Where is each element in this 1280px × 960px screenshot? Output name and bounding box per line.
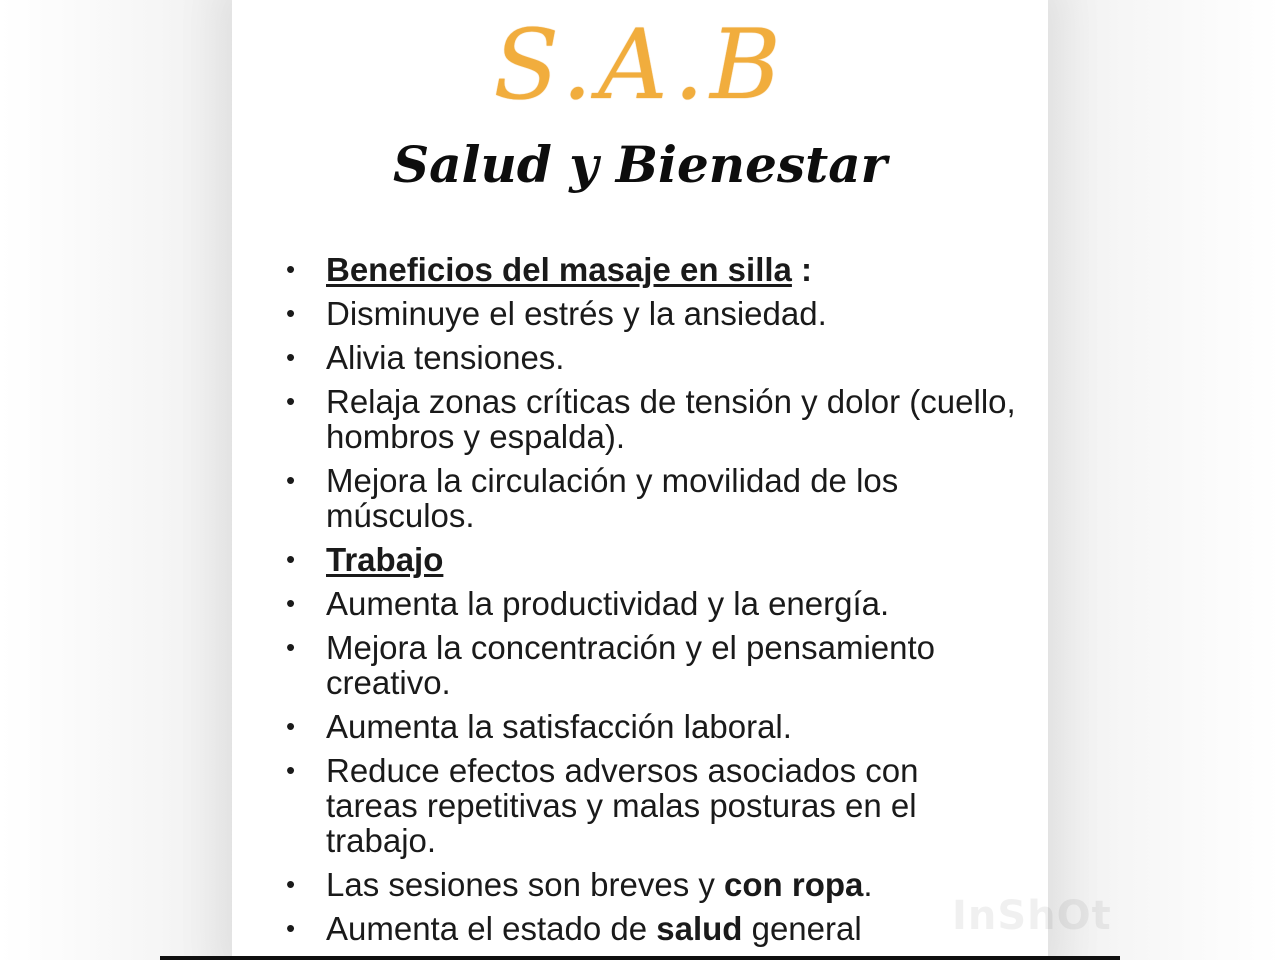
list-item xyxy=(276,463,1016,533)
list-item xyxy=(276,911,1016,946)
bottom-border xyxy=(160,956,1120,960)
item-text-tail: . xyxy=(863,866,873,903)
item-text: Relaja zonas críticas de tensión y dolor (cuello, hombros y espalda). xyxy=(326,383,1016,455)
item-text: Mejora la concentración y el pensamiento creativo. xyxy=(326,629,936,701)
list-item xyxy=(276,542,1016,577)
item-text: Aumenta la productividad y la energía. xyxy=(326,585,890,622)
bullet-icon: • xyxy=(286,711,296,741)
bullet-icon: • xyxy=(286,544,296,574)
list-item xyxy=(276,753,1016,858)
item-text: Las sesiones son breves y xyxy=(326,866,725,903)
list-item xyxy=(276,340,1016,375)
brand-subtitle: Salud y Bienestar xyxy=(393,135,887,194)
item-text: Aumenta el estado de xyxy=(326,910,657,947)
list-item xyxy=(276,709,1016,744)
bullet-icon: • xyxy=(286,755,296,785)
bullet-icon: • xyxy=(286,632,296,662)
brand-logo: S.A.B xyxy=(493,9,787,121)
item-text: Aumenta la satisfacción laboral. xyxy=(326,708,792,745)
item-text: Alivia tensiones. xyxy=(326,339,565,376)
item-text: Mejora la circulación y movilidad de los músculos. xyxy=(326,462,899,534)
item-text-tail: : xyxy=(791,251,813,288)
bullet-icon: • xyxy=(286,386,296,416)
item-text: Disminuye el estrés y la ansiedad. xyxy=(326,295,827,332)
app-watermark: InShOt xyxy=(952,893,1112,939)
list-item xyxy=(276,867,1016,902)
list-item xyxy=(276,630,1016,700)
item-emphasis: salud xyxy=(656,910,743,947)
section-heading: Trabajo xyxy=(326,541,444,578)
bullet-icon: • xyxy=(286,869,296,899)
list-item xyxy=(276,296,1016,331)
item-text: Reduce efectos adversos asociados con tareas repetitivas y malas posturas en el trabajo. xyxy=(326,752,919,859)
list-item xyxy=(276,384,1016,454)
item-text-tail: general xyxy=(742,910,862,947)
list-item xyxy=(276,252,1016,287)
bullet-icon: • xyxy=(286,913,296,943)
bullet-icon: • xyxy=(286,298,296,328)
section-heading: Beneficios del masaje en silla xyxy=(326,251,792,288)
benefits-list xyxy=(276,252,1016,955)
item-emphasis: con ropa xyxy=(724,866,864,903)
bullet-icon: • xyxy=(286,254,296,284)
list-item xyxy=(276,586,1016,621)
bullet-icon: • xyxy=(286,465,296,495)
bullet-icon: • xyxy=(286,588,296,618)
bullet-icon: • xyxy=(286,342,296,372)
